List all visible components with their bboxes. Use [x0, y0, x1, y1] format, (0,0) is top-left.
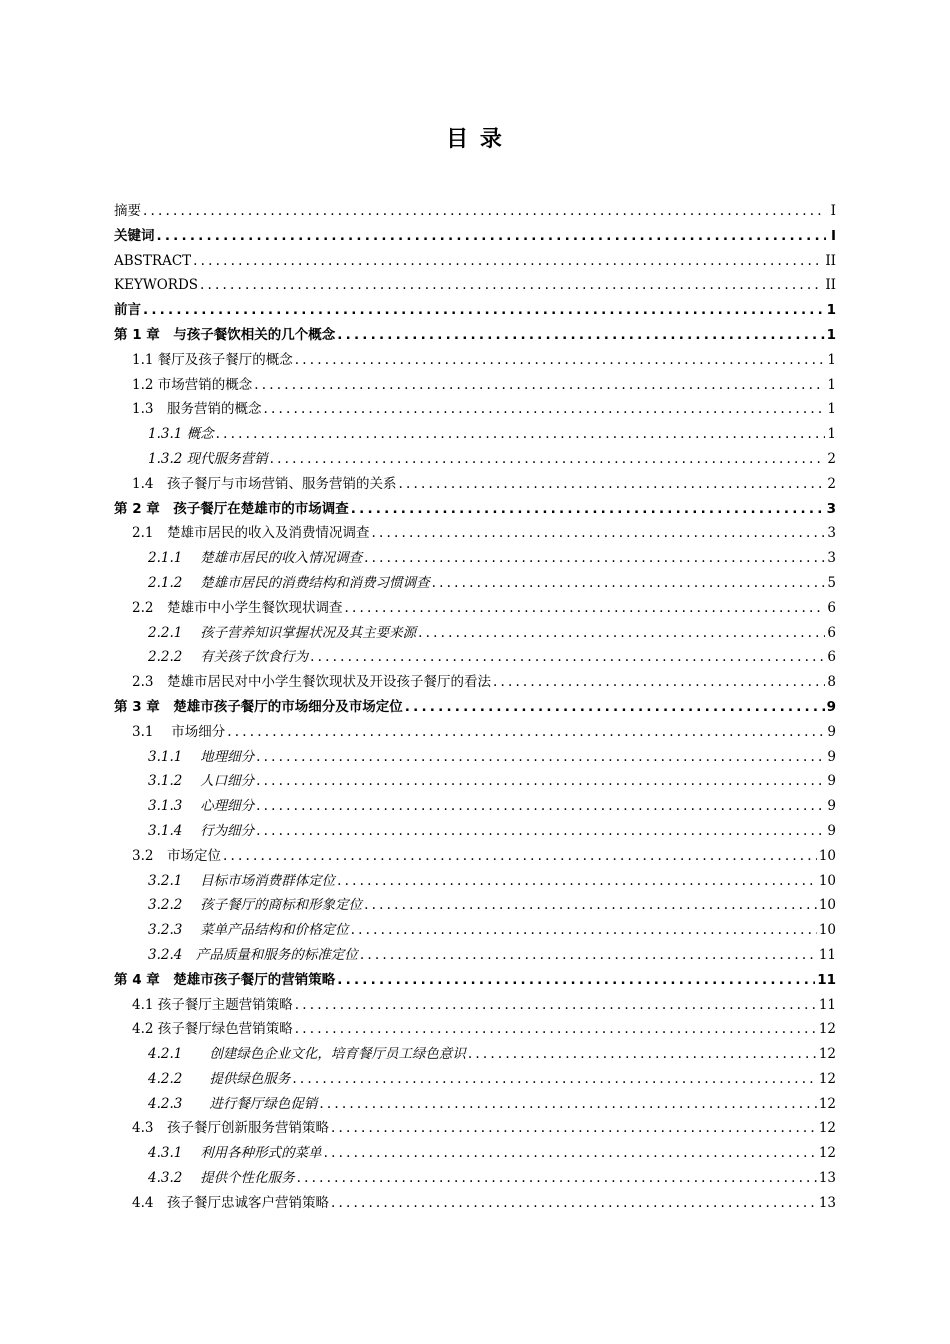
toc-entry-title: 2.1.1 楚雄市居民的收入情况调查: [148, 550, 363, 567]
toc-dot-leader: [493, 670, 825, 695]
toc-entry-title: KEYWORDS: [114, 277, 199, 294]
toc-dot-leader: [468, 1042, 817, 1067]
toc-entry[interactable]: [114, 472, 836, 497]
toc-entry-page-number: 6: [827, 649, 836, 666]
toc-entry-page-number: 2: [827, 475, 836, 492]
toc-entry-title: 3.1.4 行为细分: [148, 822, 255, 839]
toc-entry[interactable]: [114, 422, 836, 447]
toc-entry-page-number: 11: [818, 946, 836, 963]
toc-entry-title: 前言: [114, 302, 141, 319]
toc-entry-title: 2.2 楚雄市中小学生餐饮现状调查: [132, 599, 343, 616]
toc-entry-title: 1.3.1 概念: [148, 426, 214, 443]
toc-entry-page-number: 12: [818, 1021, 836, 1038]
toc-dot-leader: [216, 422, 826, 447]
toc-entry-page-number: 3: [827, 525, 836, 542]
toc-dot-leader: [157, 224, 827, 249]
toc-entry[interactable]: [114, 447, 836, 472]
toc-entry[interactable]: [114, 1017, 836, 1042]
toc-entry-title: 4.3 孩子餐厅创新服务营销策略: [132, 1120, 329, 1137]
page-title: 目 录: [446, 127, 504, 152]
toc-entry-page-number: 13: [818, 1170, 836, 1187]
toc-entry[interactable]: [114, 943, 836, 968]
toc-dot-leader: [331, 1116, 817, 1141]
toc-entry-title: 3.1.2 人口细分: [148, 773, 255, 790]
toc-dot-leader: [295, 1017, 817, 1042]
toc-entry[interactable]: [114, 670, 836, 695]
toc-dot-leader: [319, 1092, 816, 1117]
toc-entry-page-number: 12: [818, 1120, 836, 1137]
toc-entry-title: 3.2 市场定位: [132, 847, 221, 864]
toc-entry[interactable]: [114, 695, 836, 720]
toc-entry-page-number: 11: [818, 996, 836, 1013]
toc-dot-leader: [337, 968, 815, 993]
toc-dot-leader: [193, 249, 823, 274]
toc-entry[interactable]: [114, 1092, 836, 1117]
toc-entry[interactable]: [114, 571, 836, 596]
toc-dot-leader: [432, 571, 826, 596]
toc-entry-page-number: 12: [818, 1095, 836, 1112]
toc-entry-title: 3.1 市场细分: [132, 723, 226, 740]
toc-dot-leader: [200, 273, 823, 298]
toc-entry-page-number: 1: [826, 302, 836, 319]
toc-entry-title: 1.3 服务营销的概念: [132, 401, 262, 418]
toc-dot-leader: [256, 769, 825, 794]
toc-entry-title: 4.2.1 创建绿色企业文化，培育餐厅员工绿色意识: [148, 1046, 466, 1063]
toc-entry-page-number: 10: [818, 897, 836, 914]
toc-dot-leader: [310, 645, 825, 670]
toc-entry-page-number: II: [825, 277, 836, 294]
toc-dot-leader: [256, 819, 825, 844]
toc-entry-page-number: 1: [826, 326, 836, 343]
toc-entry-title: 1.1 餐厅及孩子餐厅的概念: [132, 351, 293, 368]
toc-dot-leader: [223, 844, 817, 869]
toc-dot-leader: [295, 993, 817, 1018]
toc-dot-leader: [331, 1191, 817, 1216]
toc-entry-title: 2.2.2 有关孩子饮食行为: [148, 649, 309, 666]
toc-entry-page-number: 12: [818, 1145, 836, 1162]
toc-entry-page-number: 9: [827, 822, 836, 839]
toc-entry[interactable]: [114, 373, 836, 398]
toc-entry-page-number: I: [830, 203, 836, 219]
toc-entry[interactable]: [114, 546, 836, 571]
toc-entry-page-number: 12: [818, 1070, 836, 1087]
toc-entry-title: 4.2.3 进行餐厅绿色促销: [148, 1095, 318, 1112]
toc-dot-leader: [256, 794, 825, 819]
toc-entry-page-number: 8: [827, 674, 836, 691]
toc-entry-title: 第 3 章 楚雄市孩子餐厅的市场细分及市场定位: [114, 698, 403, 715]
toc-entry[interactable]: [114, 249, 836, 274]
toc-entry[interactable]: [114, 397, 836, 422]
toc-entry-title: 4.2 孩子餐厅绿色营销策略: [132, 1021, 293, 1038]
toc-entry-title: 2.1.2 楚雄市居民的消费结构和消费习惯调查: [148, 574, 430, 591]
toc-entry[interactable]: [114, 918, 836, 943]
toc-entry-page-number: 10: [818, 847, 836, 864]
toc-entry-page-number: 5: [827, 574, 836, 591]
toc-entry-title: 3.2.3 菜单产品结构和价格定位: [148, 922, 349, 939]
toc-entry[interactable]: [114, 1042, 836, 1067]
toc-dot-leader: [371, 521, 825, 546]
toc-entry-title: 4.4 孩子餐厅忠诚客户营销策略: [132, 1194, 329, 1211]
toc-entry-title: 3.2.4 产品质量和服务的标准定位: [148, 946, 358, 963]
toc-entry-title: 2.2.1 孩子营养知识掌握状况及其主要来源: [148, 624, 417, 641]
toc-entry-title: 1.3.2 现代服务营销: [148, 450, 268, 467]
toc-dot-leader: [256, 745, 825, 770]
toc-dot-leader: [143, 298, 825, 323]
toc-entry-title: 4.3.1 利用各种形式的菜单: [148, 1145, 322, 1162]
toc-dot-leader: [337, 869, 817, 894]
toc-dot-leader: [263, 397, 825, 422]
toc-entry-page-number: 6: [827, 599, 836, 616]
toc-entry[interactable]: [114, 621, 836, 646]
toc-entry[interactable]: [114, 323, 836, 348]
toc-entry[interactable]: [114, 844, 836, 869]
toc-entry-page-number: 3: [826, 500, 836, 517]
toc-entry-page-number: I: [830, 227, 836, 244]
toc-entry[interactable]: [114, 1166, 836, 1191]
table-of-contents: [114, 199, 836, 1216]
toc-entry-title: 3.2.2 孩子餐厅的商标和形象定位: [148, 897, 363, 914]
toc-entry-page-number: 1: [827, 401, 836, 418]
toc-entry-page-number: 3: [827, 550, 836, 567]
toc-entry-title: 1.4 孩子餐厅与市场营销、服务营销的关系: [132, 475, 397, 492]
toc-dot-leader: [324, 1141, 817, 1166]
toc-entry-title: 4.1 孩子餐厅主题营销策略: [132, 996, 293, 1013]
toc-entry[interactable]: [114, 819, 836, 844]
toc-entry[interactable]: [114, 521, 836, 546]
toc-entry-page-number: 1: [827, 376, 836, 393]
toc-entry-title: ABSTRACT: [114, 252, 192, 269]
toc-entry-page-number: 9: [827, 773, 836, 790]
toc-entry-title: 2.3 楚雄市居民对中小学生餐饮现状及开设孩子餐厅的看法: [132, 674, 491, 691]
toc-entry[interactable]: [114, 893, 836, 918]
toc-dot-leader: [254, 373, 825, 398]
toc-dot-leader: [344, 596, 825, 621]
toc-entry[interactable]: [114, 298, 836, 323]
toc-dot-leader: [360, 943, 817, 968]
toc-entry-page-number: 11: [817, 971, 836, 988]
toc-entry[interactable]: [114, 224, 836, 249]
toc-entry-page-number: 10: [818, 872, 836, 889]
toc-entry-title: 关键词: [114, 227, 155, 244]
toc-dot-leader: [270, 447, 826, 472]
toc-entry-title: 4.2.2 提供绿色服务: [148, 1070, 291, 1087]
toc-entry[interactable]: [114, 794, 836, 819]
toc-dot-leader: [398, 472, 825, 497]
toc-entry-title: 第 4 章 楚雄市孩子餐厅的营销策略: [114, 971, 336, 988]
toc-entry-page-number: 9: [826, 698, 836, 715]
toc-entry[interactable]: [114, 1191, 836, 1216]
toc-entry[interactable]: [114, 273, 836, 298]
toc-entry-title: 第 1 章 与孩子餐饮相关的几个概念: [114, 326, 336, 343]
toc-entry-title: 3.1.1 地理细分: [148, 748, 255, 765]
toc-entry-page-number: 10: [818, 922, 836, 939]
toc-entry-title: 2.1 楚雄市居民的收入及消费情况调查: [132, 525, 370, 542]
toc-dot-leader: [364, 546, 825, 571]
toc-entry-title: 第 2 章 孩子餐厅在楚雄市的市场调查: [114, 500, 349, 517]
toc-dot-leader: [295, 348, 826, 373]
toc-entry[interactable]: [114, 497, 836, 522]
toc-dot-leader: [351, 918, 817, 943]
toc-entry[interactable]: [114, 869, 836, 894]
toc-entry[interactable]: [114, 968, 836, 993]
toc-entry-page-number: 9: [827, 748, 836, 765]
toc-dot-leader: [143, 199, 826, 224]
toc-entry[interactable]: [114, 348, 836, 373]
toc-dot-leader: [418, 621, 825, 646]
toc-entry-page-number: II: [825, 252, 836, 269]
toc-entry-page-number: 12: [818, 1046, 836, 1063]
toc-entry[interactable]: [114, 199, 836, 224]
toc-dot-leader: [337, 323, 824, 348]
toc-entry-title: 1.2 市场营销的概念: [132, 376, 253, 393]
toc-entry-page-number: 9: [827, 798, 836, 815]
toc-entry-page-number: 6: [827, 624, 836, 641]
toc-entry-title: 摘要: [114, 203, 141, 219]
toc-entry-title: 3.1.3 心理细分: [148, 798, 255, 815]
toc-dot-leader: [297, 1166, 817, 1191]
toc-dot-leader: [351, 497, 825, 522]
toc-entry[interactable]: [114, 645, 836, 670]
toc-entry-page-number: 1: [827, 351, 836, 368]
toc-entry-title: 4.3.2 提供个性化服务: [148, 1170, 295, 1187]
toc-dot-leader: [405, 695, 825, 720]
toc-entry-page-number: 2: [827, 450, 836, 467]
toc-entry-page-number: 13: [818, 1194, 836, 1211]
toc-entry[interactable]: [114, 745, 836, 770]
toc-entry[interactable]: [114, 720, 836, 745]
toc-entry-title: 3.2.1 目标市场消费群体定位: [148, 872, 336, 889]
toc-entry[interactable]: [114, 769, 836, 794]
toc-dot-leader: [227, 720, 825, 745]
toc-entry-page-number: 9: [827, 723, 836, 740]
toc-entry[interactable]: [114, 1141, 836, 1166]
toc-dot-leader: [292, 1067, 816, 1092]
toc-entry[interactable]: [114, 1067, 836, 1092]
toc-entry-page-number: 1: [827, 426, 836, 443]
toc-dot-leader: [364, 893, 817, 918]
toc-entry[interactable]: [114, 1116, 836, 1141]
toc-entry[interactable]: [114, 993, 836, 1018]
toc-entry[interactable]: [114, 596, 836, 621]
